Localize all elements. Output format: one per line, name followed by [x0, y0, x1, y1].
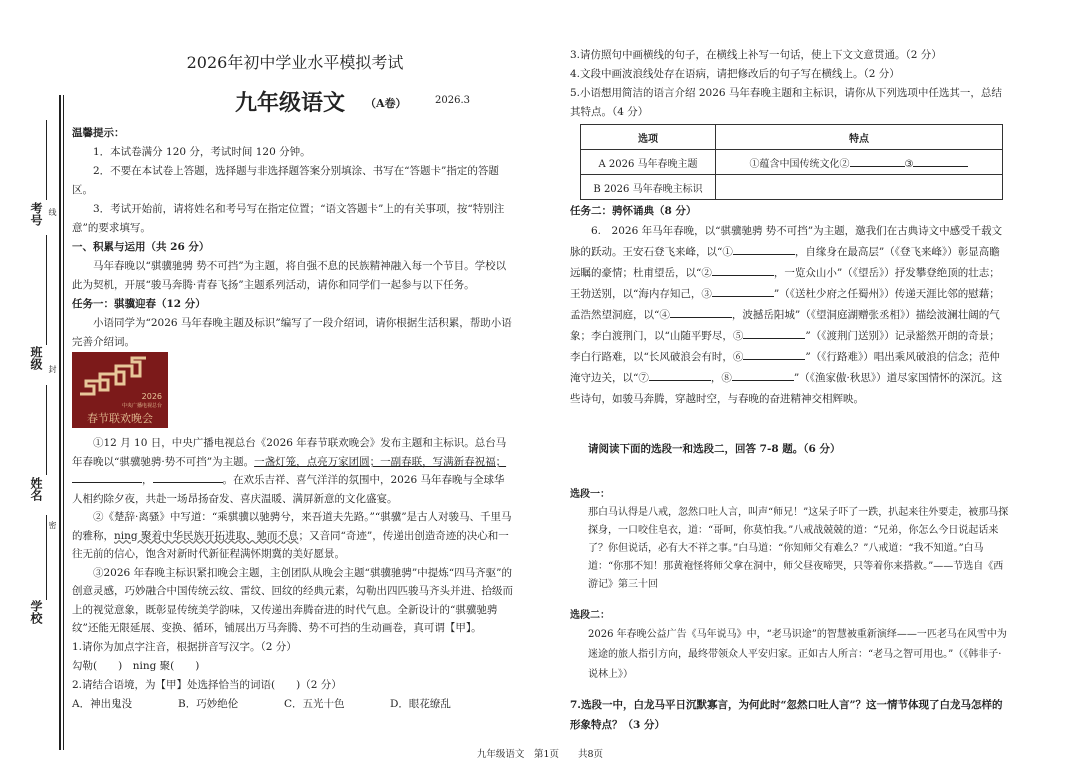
reading-prompt: 请阅读下面的选段一和选段二，回答 7-8 题。（6 分） [588, 443, 841, 455]
answer-blank[interactable] [732, 370, 794, 381]
subject-title: 九年级语文 [235, 90, 346, 116]
section-title: 一、积累与运用（共 26 分） [72, 241, 210, 253]
answer-blank[interactable] [733, 244, 795, 255]
option-b[interactable]: B．巧妙绝伦 [178, 697, 239, 710]
question-2: 2.请结合语境，为【甲】处选择恰当的词语( )（2 分） [72, 678, 342, 691]
tip-item: 2．不要在本试卷上答题，选择题与非选择题答案分别填涂、书写在“答题卡”指定的答题区。 [72, 165, 499, 196]
excerpt-1-label: 选段一： [570, 489, 610, 500]
task-title: 任务一：骐骥迎春（12 分） [72, 298, 206, 310]
option-d[interactable]: D．眼花缭乱 [390, 697, 451, 710]
para1-text: 。在欢乐吉祥、喜气洋洋的氛围中，2026 马年春晚与全球华人相约除夕夜，共赴一场昂扬奋发、喜庆温暖、满屏新意的文化盛宴。 [72, 474, 505, 505]
table-cell: A 2026 马年春晚主题 [581, 150, 716, 175]
name-label: 姓名 [29, 477, 43, 501]
exam-no-label: 考号 [29, 202, 43, 226]
excerpt-2-label: 选段二： [570, 610, 610, 621]
excerpt-1: 那白马认得是八戒，忽然口吐人言，叫声“师兄！”这呆子吓了一跌，扒起来往外要走，被那马探探身，一口咬住皂衣，道：“哥呵，你莫怕我。”八戒战兢兢的道：“兄弟，你怎么今日说起话来了？你但说话，必有大不祥之事。”白马道：“你知师父有难么？”八戒道：“我不知道。”白马道：“你那不知！那黄袍怪将师父拿在洞中，师父昼夜啼哭，只等着你来搭救。”——节选自《西游记》第三十回 [588, 507, 1009, 590]
wavy-underlined-text: ning 聚着中华民族开拓进取、驰而不息 [114, 529, 299, 542]
answer-blank[interactable] [712, 286, 774, 297]
table-row [581, 175, 1003, 200]
page-footer [0, 746, 1080, 760]
underlined-sentence: 一盏灯笼，点亮万家团圆；一副春联，写满新春祝福； [254, 455, 507, 468]
question-2-options [72, 695, 514, 714]
table-cell[interactable] [716, 175, 1003, 200]
logo-year: 2026 [141, 392, 162, 401]
exam-no-line [46, 120, 47, 200]
school-line [46, 515, 47, 600]
name-line [46, 385, 47, 475]
exam-title: 2026年初中学业水平模拟考试 [186, 53, 404, 72]
school-label: 学校 [29, 600, 43, 624]
right-column [570, 46, 1010, 735]
answer-blank[interactable] [743, 328, 805, 339]
answer-blank[interactable] [743, 349, 805, 360]
question-4: 4.文段中画波浪线处存在语病，请把修改后的句子写在横线上。（2 分） [570, 68, 900, 80]
answer-blank[interactable] [670, 307, 732, 318]
class-line [46, 235, 47, 345]
question-7: 7.选段一中，白龙马平日沉默寡言，为何此时“忽然口吐人言”？这一情节体现了白龙马怎样的形象特点？（3 分） [570, 699, 1003, 731]
answer-blank[interactable] [72, 472, 142, 483]
paper-version: （A卷） [365, 97, 407, 110]
binding-line-outer [59, 95, 61, 750]
excerpt-2: 2026 年春晚公益广告《马年说马》中，“老马识途”的智慧被重新演绎——一匹老马在风雪中为迷途的旅人指引方向，最终带领众人平安归家。正如古人所言：“老马之智可用也。”（《韩非子·说林上》） [588, 629, 1007, 680]
answer-blank[interactable] [153, 472, 223, 483]
answer-blank[interactable] [712, 265, 774, 276]
section-intro: 马年春晚以“骐骥驰骋 势不可挡”为主题，将自强不息的民族精神融入每一个节目。学校以此为契机，开展“骏马奔腾·青春飞扬”主题系列活动，请你和同学们一起参与以下任务。 [72, 260, 507, 291]
footer-subject: 九年级语文 [476, 749, 525, 760]
gala-logo-image [72, 352, 168, 428]
para1-text: ①12 月 10 日，中央广播电视总台《2026 年春节联欢晚会》发布主题和主标识。总台马年春晚以“骐骥驰骋·势不可挡”为主题。 [72, 437, 507, 468]
table-cell: B 2026 马年春晚主标识 [581, 175, 716, 200]
question-6: 6. 2026 年马年春晚，以“骐骥驰骋 势不可挡”为主题，邀我们在古典诗文中感受千载文脉的跃动。王安石登飞来峰，以“① ，自缘身在最高层”（《登飞来峰》）彰显高瞻远瞩的豪情；杜甫望岳，以“② ，一览众山小”（《望岳》）抒发攀登绝顶的壮志；王勃送别，以“海内存知己，③ ”（《送杜少府之任蜀州》）传递天涯比邻的慰藉；孟浩然望洞庭，以“④ ，波撼岳阳城”（《望洞庭湖赠张丞相》）描绘波澜壮阔的气象；李白渡荆门，以“山随平野尽，⑤ ”（《渡荆门送别》）记录豁然开朗的奇景；李白行路难，以“长风破浪会有时，⑥ ”（《行路难》）唱出乘风破浪的信念；范仲淹守边关，以“⑦ ，⑧ ”（《渔家傲·秋思》）道尽家国情怀的深沉。这些诗句，如骏马奔腾，穿越时空，与春晚的奋进精神交相辉映。 [570, 225, 1003, 405]
tips-title: 温馨提示： [72, 127, 125, 139]
answer-blank[interactable] [649, 370, 711, 381]
para2-text: ；又音同“奇迹”，传递出创造奇迹的决心和一往无前的信心，饱含对新时代新征程满怀期冀的美好愿景。 [72, 529, 509, 560]
tip-item: 1．本试卷满分 120 分，考试时间 120 分钟。 [93, 146, 311, 158]
cut-line-label: 线 [48, 208, 57, 216]
secret-label: 密 [48, 521, 57, 529]
tip-item: 3．考试开始前，请将姓名和考号写在指定位置；“语文答题卡”上的有关事项，按“特别注意”的要求填写。 [72, 203, 505, 234]
table-cell[interactable]: ①蕴含中国传统文化② ③ [716, 150, 1003, 175]
question-1: 1.请你为加点字注音，根据拼音写汉字。（2 分） [72, 640, 297, 653]
table-row [581, 150, 1003, 175]
left-column [72, 124, 514, 714]
option-c[interactable]: C．五光十色 [284, 697, 345, 710]
q1-blank-b[interactable]: ning 聚( ) [132, 659, 200, 672]
task-title: 任务二：骋怀诵典（8 分） [570, 205, 697, 217]
question-1-blanks [72, 657, 514, 676]
footer-page: 第1页 [533, 749, 559, 760]
paragraph-1: ①12 月 10 日，中央广播电视总台《2026 年春节联欢晚会》发布主题和主标识。总台马年春晚以“骐骥驰骋·势不可挡”为主题。一盏灯笼，点亮万家团圆；一副春联，写满新春祝福；， 。在欢乐吉祥、喜气洋洋的氛围中，2026 马年春晚与全球华人相约除夕夜，共赴一场昂扬奋发、喜庆温暖、满屏新意的文化盛宴。 [72, 437, 507, 505]
q1-blank-a[interactable]: 勾勒( ) [72, 659, 123, 672]
table-header: 特点 [716, 125, 1003, 150]
question-5: 5.小语想用简洁的语言介绍 2026 马年春晚主题和主标识，请你从下列选项中任选其一，总结其特点。（4 分） [570, 87, 1002, 118]
task-intro: 小语同学为“2026 马年春晚主题及标识”编写了一段介绍词，请你根据生活积累，帮助小语完善介绍词。 [72, 317, 512, 348]
exam-date: 2026.3 [435, 95, 470, 106]
footer-total: 共8页 [578, 749, 604, 760]
option-a[interactable]: A．神出鬼没 [72, 697, 133, 710]
para2-text: ②《楚辞·离骚》中写道：“乘骐骥以驰骋兮，来吾道夫先路。”“骐骥”是古人对骏马、千里马的雅称， [72, 511, 512, 542]
question-3: 3.请仿照句中画横线的句子，在横线上补写一句话，使上下文文意贯通。（2 分） [570, 49, 942, 61]
class-label: 班级 [29, 346, 43, 370]
paragraph-2 [72, 508, 514, 564]
table-header: 选项 [581, 125, 716, 150]
question-5-table [580, 124, 1003, 200]
logo-name: 春节联欢晚会 [87, 412, 153, 425]
paragraph-3: ③2026 年春晚主标识紧扣晚会主题，主创团队从晚会主题“骐骥驰骋”中提炼“四马齐驱”的创意灵感，巧妙融合中国传统云纹、雷纹、回纹的经典元素，勾勒出四匹骏马齐头并进、拾级而上的视觉意象，既彰显传统美学韵味，又传递出奔腾奋进的时代气息。全新设计的“骐骥驰骋纹”还能无限延展、变换、循环，铺展出万马奔腾、势不可挡的生动画卷，真可谓【甲】。 [72, 566, 513, 634]
seal-label: 封 [48, 365, 57, 373]
binding-line-inner [63, 95, 64, 750]
logo-org: 中央广播电视总台 [121, 403, 162, 409]
